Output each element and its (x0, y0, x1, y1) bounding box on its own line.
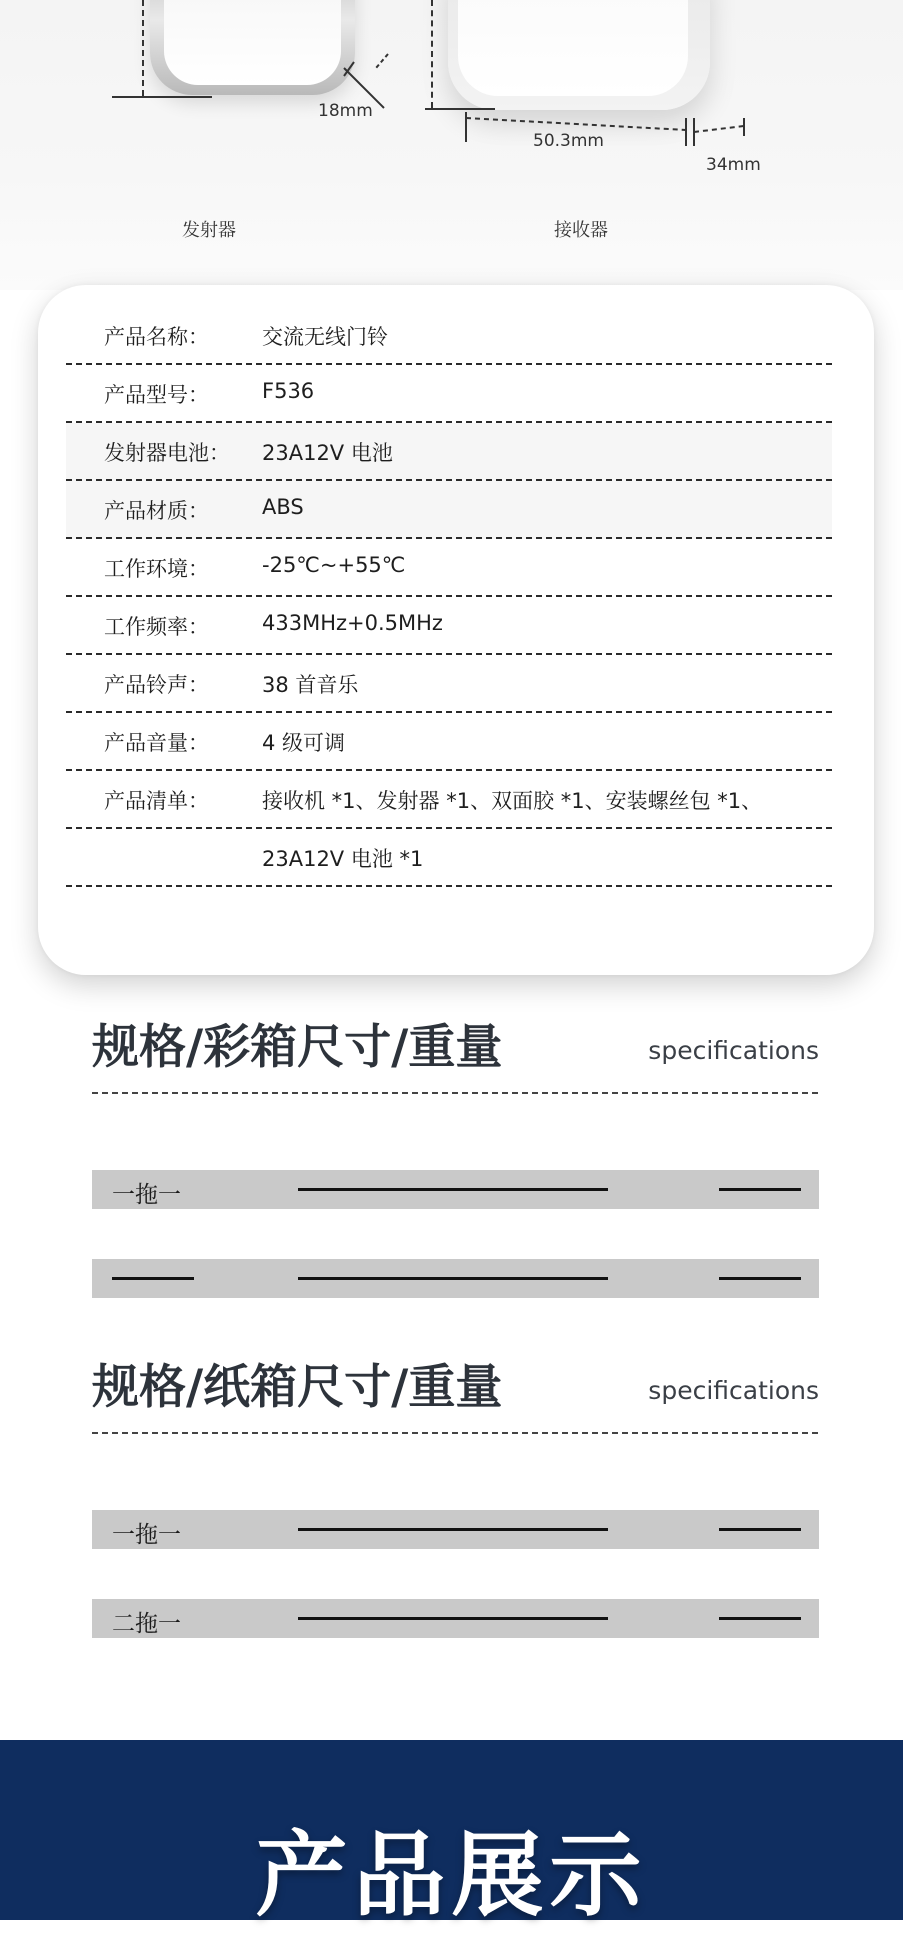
transmitter-base-line (112, 96, 212, 98)
spec-label: 产品清单： (104, 789, 209, 813)
carton-box-subtitle: specifications (648, 1376, 819, 1405)
receiver-width-label: 50.3mm (533, 131, 604, 151)
transmitter-depth-label: 18mm (318, 101, 373, 121)
spec-row-name (66, 307, 832, 365)
color-box-subtitle: specifications (648, 1036, 819, 1065)
carton-box-title: 规格/纸箱尺寸/重量 (92, 1360, 503, 1415)
spec-label: 产品名称： (104, 325, 209, 349)
spec-row-package (66, 771, 832, 829)
value-blank-line (719, 1617, 801, 1620)
label-blank-line (112, 1277, 194, 1280)
value-blank-line (298, 1617, 608, 1620)
receiver-depth-label: 34mm (706, 155, 761, 175)
product-display-banner (0, 1740, 903, 1929)
spec-label: 工作环境： (104, 557, 209, 581)
transmitter-height-guide (142, 0, 144, 96)
spec-row-material (66, 481, 832, 539)
spec-row-battery (66, 423, 832, 481)
value-blank-line (298, 1277, 608, 1280)
spec-label: 工作频率： (104, 615, 209, 639)
receiver-label: 接收器 (554, 220, 608, 241)
transmitter-label: 发射器 (182, 220, 236, 241)
banner-title: 产品展示 (255, 1822, 648, 1929)
value-blank-line (719, 1277, 801, 1280)
spec-value: ABS (262, 495, 304, 519)
receiver-image (448, 0, 710, 110)
spec-row-model (66, 365, 832, 423)
row-label: 一拖一 (112, 1522, 181, 1548)
row-label: 二拖一 (112, 1611, 181, 1637)
carton-box-divider (92, 1432, 818, 1434)
color-box-divider (92, 1092, 818, 1094)
spec-row-volume (66, 713, 832, 771)
value-blank-line (298, 1528, 608, 1531)
value-blank-line (719, 1528, 801, 1531)
color-box-row (92, 1259, 819, 1298)
spec-value: 交流无线门铃 (262, 325, 388, 349)
spec-row-ringtones (66, 655, 832, 713)
color-box-title: 规格/彩箱尺寸/重量 (92, 1020, 503, 1075)
spec-value: 38 首音乐 (262, 673, 359, 697)
value-blank-line (719, 1188, 801, 1191)
spec-label: 产品型号： (104, 383, 209, 407)
color-box-row (92, 1170, 819, 1209)
spec-value: 433MHz+0.5MHz (262, 611, 443, 635)
spec-label: 产品音量： (104, 731, 209, 755)
spec-value: 23A12V 电池 *1 (262, 847, 424, 871)
transmitter-image (150, 0, 355, 95)
spec-label: 发射器电池： (104, 441, 230, 465)
spec-value: 23A12V 电池 (262, 441, 393, 465)
value-blank-line (298, 1188, 608, 1191)
spec-value: 接收机 *1、发射器 *1、双面胶 *1、安装螺丝包 *1、 (262, 789, 763, 813)
spec-table-card (38, 285, 874, 975)
receiver-face (458, 0, 688, 96)
spec-row-frequency (66, 597, 832, 655)
receiver-height-guide (431, 0, 433, 108)
spec-row-environment (66, 539, 832, 597)
product-hero (0, 0, 903, 290)
spec-row-package-continued (66, 829, 832, 887)
spec-label: 产品材质： (104, 499, 209, 523)
spec-value: 4 级可调 (262, 731, 346, 755)
transmitter-face (164, 0, 341, 85)
carton-box-row (92, 1599, 819, 1638)
spec-value: -25℃~+55℃ (262, 553, 406, 577)
spec-value: F536 (262, 379, 315, 403)
spec-label: 产品铃声： (104, 673, 209, 697)
carton-box-row (92, 1510, 819, 1549)
row-label: 一拖一 (112, 1182, 181, 1208)
